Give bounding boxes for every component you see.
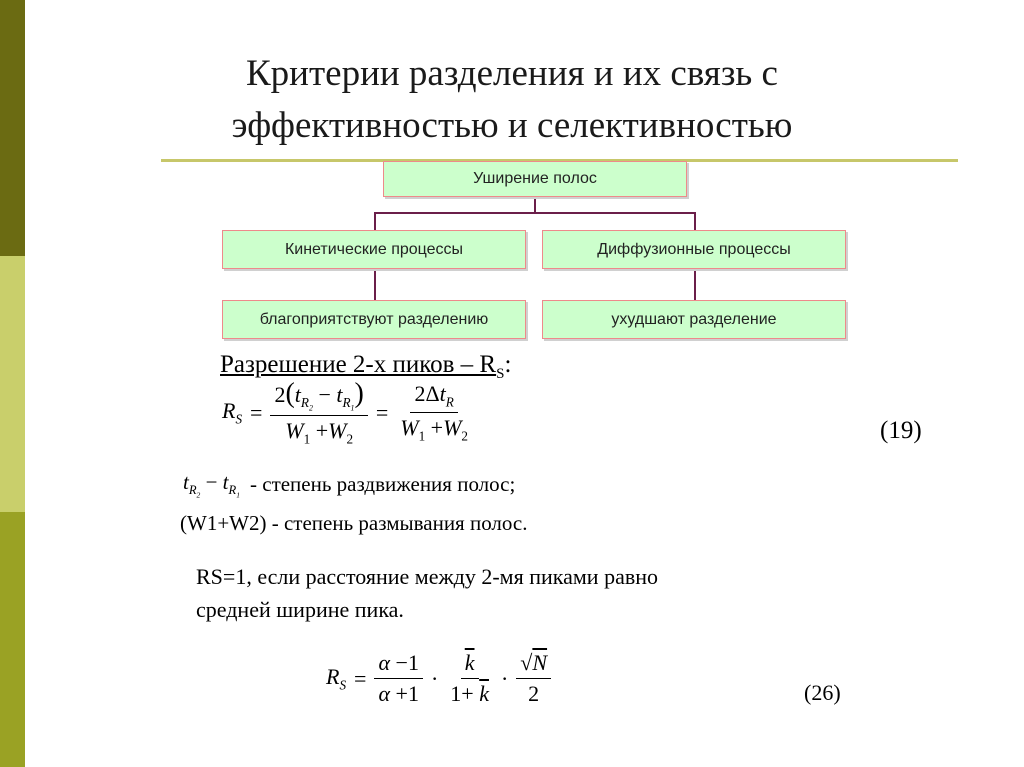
resolution-note-line-2: средней ширине пика. bbox=[196, 597, 404, 622]
connector-left-effect bbox=[374, 268, 376, 300]
resolution-heading-sub: S bbox=[496, 366, 505, 382]
box-favor-separation: благоприятствуют разделению bbox=[222, 300, 526, 339]
description-peak-separation-text: - степень раздвижения полос; bbox=[250, 472, 516, 497]
description-peak-separation: $t_{R_2} - t_{R_1}$ - степень раздвижения полос; bbox=[183, 470, 516, 500]
connector-right-effect bbox=[694, 268, 696, 300]
connector-horizontal bbox=[374, 212, 696, 214]
resolution-heading-colon: : bbox=[504, 351, 512, 378]
resolution-note bbox=[196, 560, 658, 626]
title-line-1: Критерии разделения и их связь с bbox=[246, 53, 778, 94]
connector-left-down bbox=[374, 212, 376, 230]
connector-root-down bbox=[534, 196, 536, 213]
formula-19: $R_S$ = $\frac{2(t_{R_2} - t_{R_1})}{W_1 +W_2}$ = $\frac{2\Delta t_R}{W_1 +W_2}$ bbox=[222, 378, 469, 447]
box-diffusion-processes: Диффузионные процессы bbox=[542, 230, 846, 269]
equation-number-19: (19) bbox=[880, 417, 922, 444]
left-accent-bar-top bbox=[0, 0, 25, 256]
equation-number-26: (26) bbox=[804, 680, 841, 705]
resolution-heading-text: Разрешение 2-х пиков – R bbox=[220, 351, 497, 378]
box-kinetic-processes: Кинетические процессы bbox=[222, 230, 526, 269]
formula-26: $R_S$ = $\frac{\alpha -1}{\alpha +1}$ · $\frac{\overline{k}}{1+ \overline{k}}$ · $\frac{√N}{2}$ bbox=[326, 650, 551, 707]
description-band-spreading: (W1+W2) - степень размывания полос. bbox=[180, 511, 528, 535]
box-band-broadening: Уширение полос bbox=[383, 161, 687, 197]
connector-right-down bbox=[694, 212, 696, 230]
left-accent-bar-middle bbox=[0, 256, 25, 512]
resolution-note-line-1: RS=1, если расстояние между 2-мя пиками равно bbox=[196, 564, 659, 589]
slide-title bbox=[90, 48, 934, 152]
title-line-2: эффективностью и селективностью bbox=[231, 105, 793, 146]
box-worsen-separation: ухудшают разделение bbox=[542, 300, 846, 339]
left-accent-bar-bottom bbox=[0, 512, 25, 767]
